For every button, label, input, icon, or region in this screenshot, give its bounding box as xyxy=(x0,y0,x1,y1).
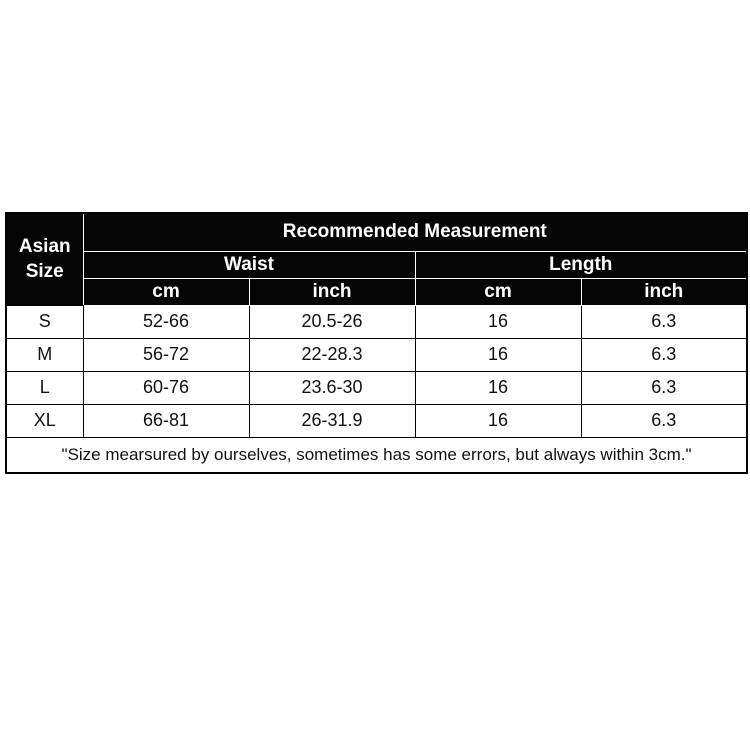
length-cm-cell: 16 xyxy=(415,338,581,371)
length-inch-cell: 6.3 xyxy=(581,404,747,437)
size-cell: L xyxy=(6,371,83,404)
length-cm-cell: 16 xyxy=(415,305,581,338)
waist-inch-cell: 26-31.9 xyxy=(249,404,415,437)
length-inch-cell: 6.3 xyxy=(581,371,747,404)
length-cm-cell: 16 xyxy=(415,404,581,437)
length-cm-cell: 16 xyxy=(415,371,581,404)
waist-cm-cell: 56-72 xyxy=(83,338,249,371)
waist-inch-cell: 23.6-30 xyxy=(249,371,415,404)
size-cell: S xyxy=(6,305,83,338)
table-row xyxy=(6,404,747,437)
waist-cm-header: cm xyxy=(83,278,249,305)
measurement-group-row xyxy=(6,251,747,278)
asian-size-header xyxy=(6,213,83,305)
waist-inch-cell: 22-28.3 xyxy=(249,338,415,371)
table-title-row xyxy=(6,213,747,251)
table-row xyxy=(6,371,747,404)
length-inch-cell: 6.3 xyxy=(581,305,747,338)
asian-size-label-line1: Asian xyxy=(18,236,71,258)
waist-cm-cell: 66-81 xyxy=(83,404,249,437)
unit-header-row xyxy=(6,278,747,305)
asian-size-label-line2: Size xyxy=(25,261,64,283)
size-cell: XL xyxy=(6,404,83,437)
length-cm-header: cm xyxy=(415,278,581,305)
length-inch-cell: 6.3 xyxy=(581,338,747,371)
waist-inch-cell: 20.5-26 xyxy=(249,305,415,338)
waist-cm-cell: 60-76 xyxy=(83,371,249,404)
note-row xyxy=(6,437,747,473)
waist-cm-cell: 52-66 xyxy=(83,305,249,338)
table-row xyxy=(6,338,747,371)
length-inch-header: inch xyxy=(581,278,747,305)
size-cell: M xyxy=(6,338,83,371)
waist-header: Waist xyxy=(83,251,415,278)
size-chart-table xyxy=(5,212,748,474)
length-header: Length xyxy=(415,251,747,278)
waist-inch-header: inch xyxy=(249,278,415,305)
table-row xyxy=(6,305,747,338)
measurement-note: "Size mearsured by ourselves, sometimes has some errors, but always within 3cm." xyxy=(6,437,747,473)
table-title: Recommended Measurement xyxy=(83,213,747,251)
